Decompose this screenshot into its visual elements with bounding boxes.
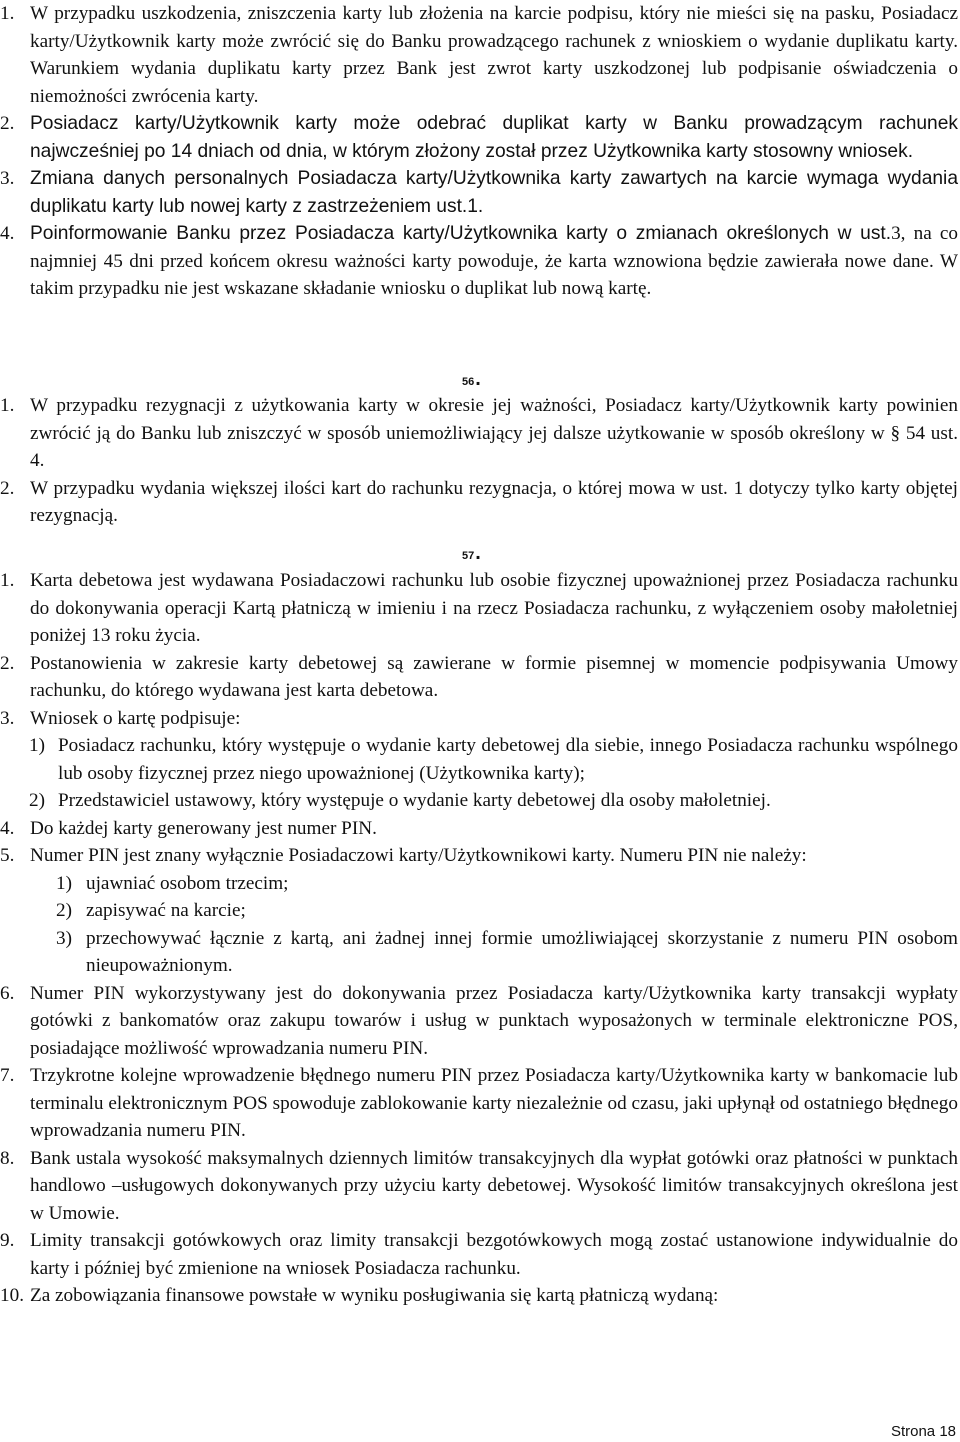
- item-text: W przypadku rezygnacji z użytkowania karty w okresie jej ważności, Posiadacz karty/Użytkownik karty powinien zwrócić ją do Banku lub zniszczyć w sposób uniemożliwiający jej dalsze użytkowanie w sposób określony w § 54 ust. 4.: [30, 395, 958, 471]
- section-resignation: [0, 392, 958, 530]
- item-number: 4.: [0, 223, 15, 244]
- sub-item-text: przechowywać łącznie z kartą, ani żadnej innej formie umożliwiającej skorzystanie z numeru PIN osobom nieupoważnionym.: [86, 927, 958, 976]
- list-item: [0, 165, 958, 220]
- item-text: Limity transakcji gotówkowych oraz limity transakcji bezgotówkowych mogą zostać ustanowione indywidualnie do karty i później być zmienione na wniosek Posiadacza rachunku.: [30, 1230, 958, 1279]
- list-item: [0, 815, 958, 843]
- item-number: 1.: [0, 395, 15, 416]
- item-text: Numer PIN jest znany wyłącznie Posiadaczowi karty/Użytkownikowi karty. Numeru PIN nie należy:: [30, 845, 807, 866]
- item-text: W przypadku uszkodzenia, zniszczenia karty lub złożenia na karcie podpisu, który nie mieści się na pasku, Posiadacz karty/Użytkownik karty może zwrócić się do Banku prowadzącego rachunek z wnioskiem o wydanie duplikatu karty. Warunkiem wydania duplikatu karty przez Bank jest zwrot karty uszkodzonej lub podpisanie oświadczenia o niemożności zwrócenia karty.: [30, 3, 958, 107]
- item-number: 1.: [0, 570, 15, 591]
- sub-list-item: [0, 787, 958, 815]
- item-number: 2.: [0, 477, 15, 499]
- paragraph-heading: [462, 368, 481, 390]
- paragraph-dot: .: [475, 542, 481, 564]
- list-item: [0, 1227, 958, 1282]
- item-text: Posiadacz karty/Użytkownik karty może odebrać duplikat karty w Banku prowadzącym rachunek najwcześniej po 14 dniach od dnia, w którym złożony został przez Użytkownika karty stosowny wniosek.: [30, 113, 958, 162]
- sub-item-text: zapisywać na karcie;: [86, 900, 246, 921]
- sub-item-number: 2): [56, 900, 72, 921]
- list-item: [0, 705, 958, 733]
- item-number: 3.: [0, 707, 15, 729]
- paragraph-number: 57: [462, 550, 475, 562]
- item-number: 7.: [0, 1065, 15, 1086]
- item-number: 8.: [0, 1147, 15, 1169]
- list-item: [0, 392, 958, 475]
- item-text: Bank ustala wysokość maksymalnych dziennych limitów transakcyjnych dla wypłat gotówki oraz płatności w punktach handlowo –usługowych dokonywanych przy użyciu karty debetowej. Wysokość limitów transakcyjnych określona jest w Umowie.: [30, 1147, 958, 1224]
- item-text: W przypadku wydania większej ilości kart do rachunku rezygnacja, o której mowa w ust. 1 dotyczy tylko karty objętej rezygnacją.: [30, 477, 958, 526]
- item-number: 2.: [0, 113, 15, 134]
- item-text: [30, 220, 958, 303]
- sub-list-item: [0, 897, 958, 925]
- list-item: [0, 1062, 958, 1145]
- item-number: 2.: [0, 652, 15, 674]
- list-item: [0, 842, 958, 870]
- sub-list-item: [0, 925, 958, 980]
- item-number: 6.: [0, 982, 15, 1004]
- list-item: [0, 1145, 958, 1228]
- item-text: Karta debetowa jest wydawana Posiadaczowi rachunku lub osobie fizycznej upoważnionej przez Posiadacza rachunku do dokonywania operacji Kartą płatniczą w imieniu i na rzecz Posiadacza rachunku, z wyłączeniem osoby małoletniej poniżej 13 roku życia.: [30, 570, 958, 646]
- sub-item-number: 2): [29, 790, 45, 811]
- item-text: Wniosek o kartę podpisuje:: [30, 707, 241, 729]
- sub-item-text: Posiadacz rachunku, który występuje o wydanie karty debetowej dla siebie, innego Posiadacza rachunku wspólnego lub osoby fizycznej przez niego upoważnionej (Użytkownika karty);: [58, 735, 958, 784]
- list-item: [0, 220, 958, 303]
- item-number: 1.: [0, 3, 15, 24]
- item-number: 3.: [0, 168, 15, 189]
- list-item: [0, 1282, 958, 1310]
- list-item: [0, 980, 958, 1063]
- item-text: Numer PIN wykorzystywany jest do dokonywania przez Posiadacza karty/Użytkownika karty transakcji wypłaty gotówki z bankomatów oraz zakupu towarów i usług w punktach wyposażonych w terminale elektroniczne POS, posiadające możliwość wprowadzania numeru PIN.: [30, 982, 958, 1059]
- sub-item-text: ujawniać osobom trzecim;: [86, 872, 289, 894]
- list-item: [0, 475, 958, 530]
- item-number: 5.: [0, 845, 15, 866]
- item-text: Do każdej karty generowany jest numer PIN.: [30, 817, 377, 839]
- item-number: 9.: [0, 1230, 15, 1251]
- item-text: Trzykrotne kolejne wprowadzenie błędnego numeru PIN przez Posiadacza karty/Użytkownika karty w bankomacie lub terminalu elektronicznym POS spowoduje zablokowanie karty niezależnie od czasu, jaki upłynął od ostatniego błędnego wprowadzania numeru PIN.: [30, 1065, 958, 1141]
- item-text: Zmiana danych personalnych Posiadacza karty/Użytkownika karty zawartych na karcie wymaga wydania duplikatu karty lub nowej karty z zastrzeżeniem ust.1.: [30, 168, 958, 217]
- section-card-duplicate: [0, 0, 958, 303]
- list-item: [0, 0, 958, 110]
- item-text-part: 3, na co najmniej 45 dni przed końcem okresu ważności karty powoduje, że karta wznowiona będzie zawierała nowe dane. W takim przypadku nie jest wskazane składanie wniosku o duplikat lub nową kartę.: [30, 223, 958, 299]
- sub-item-number: 1): [56, 872, 72, 894]
- page-number-footer: Strona 18: [890, 1423, 956, 1440]
- sub-item-number: 1): [29, 735, 45, 756]
- paragraph-heading: [462, 542, 481, 564]
- list-item: [0, 110, 958, 165]
- paragraph-number: 56: [462, 376, 475, 388]
- list-item: [0, 567, 958, 650]
- item-text: Za zobowiązania finansowe powstałe w wyniku posługiwania się kartą płatniczą wydaną:: [30, 1285, 719, 1306]
- item-number: 10.: [0, 1285, 24, 1306]
- sub-item-text: Przedstawiciel ustawowy, który występuje o wydanie karty debetowej dla osoby małoletniej.: [58, 790, 771, 811]
- item-number: 4.: [0, 817, 15, 839]
- item-text-part: Poinformowanie Banku przez Posiadacza karty/Użytkownika karty o zmianach określonych w ust.: [30, 223, 892, 244]
- item-text: Postanowienia w zakresie karty debetowej są zawierane w formie pisemnej w momencie podpisywania Umowy rachunku, do którego wydawana jest karta debetowa.: [30, 652, 958, 701]
- paragraph-dot: .: [475, 368, 481, 390]
- sub-item-number: 3): [56, 927, 72, 949]
- sub-list-item: [0, 870, 958, 898]
- list-item: [0, 650, 958, 705]
- section-debit-card: [0, 567, 958, 1310]
- sub-list-item: [0, 732, 958, 787]
